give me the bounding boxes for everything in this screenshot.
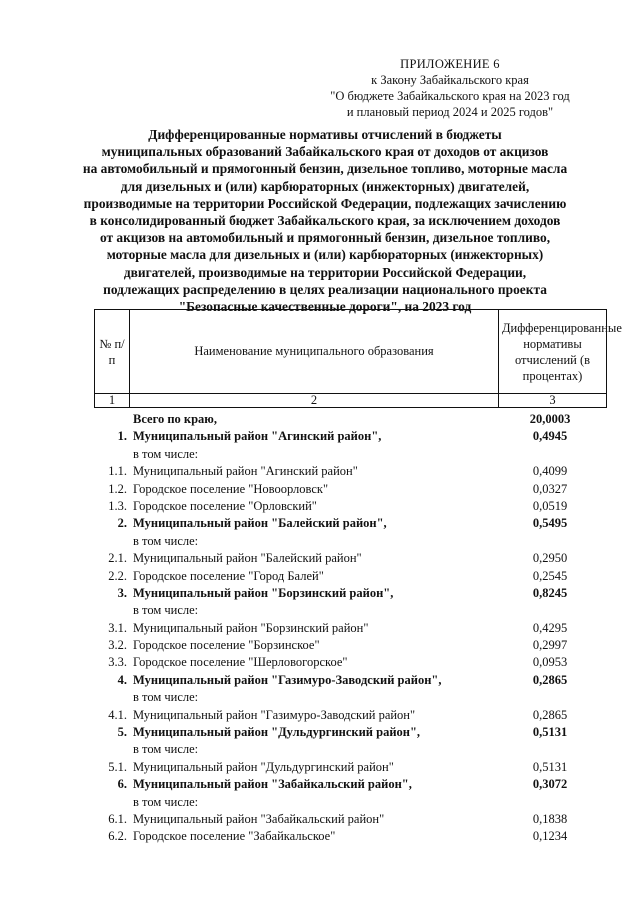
row-number: 5.1. [108,759,127,774]
row-number: 5. [117,725,127,740]
row-name: Муниципальный район "Дульдургинский район", [133,725,421,740]
row-number: 2. [117,516,127,531]
table-row [94,637,606,654]
column-index-3: 3 [499,394,607,408]
row-value: 0,3072 [532,777,568,792]
appendix-heading: ПРИЛОЖЕНИЕ 6 [400,57,500,71]
table-body [94,411,606,846]
column-header-number: № п/п [95,310,130,394]
row-name: Городское поселение "Город Балей" [133,568,324,583]
row-value: 0,0953 [532,655,568,670]
including-note [94,446,606,463]
table-row [94,550,606,567]
district-row [94,515,606,532]
district-row [94,428,606,445]
including-note [94,602,606,619]
row-name: Муниципальный район "Борзинский район", [133,585,394,600]
title-line: моторные масла для дизельных и (или) карбюраторных (инжекторных) [106,247,544,263]
row-name: Муниципальный район "Забайкальский район" [133,811,385,826]
row-name: Муниципальный район "Газимуро-Заводский район", [133,672,442,687]
row-name: Муниципальный район "Агинский район", [133,429,382,444]
row-value: 0,5495 [532,516,568,531]
column-index-1: 1 [95,394,130,408]
table-header [94,309,622,408]
including-note [94,794,606,811]
title-line: для дизельных и (или) карбюраторных (инжекторных) двигателей, [120,178,530,194]
row-value: 0,5131 [532,759,568,774]
row-name: Городское поселение "Шерловогорское" [133,655,348,670]
row-number: 6.2. [108,829,127,844]
table-row [94,463,606,480]
including-note-text: в том числе: [133,690,199,705]
title-line: производимые на территории Российской Федерации, подлежащих зачислению [83,195,567,211]
row-value: 0,8245 [532,585,568,600]
district-row [94,585,606,602]
row-value: 0,2545 [532,568,568,583]
row-name: Муниципальный район "Балейский район", [133,516,387,531]
title-line: на автомобильный и прямогонный бензин, дизельное топливо, моторные масла [82,161,568,177]
including-note [94,533,606,550]
column-header-name: Наименование муниципального образования [130,310,499,394]
title-line: от акцизов на автомобильный и прямогонный бензин, дизельное топливо, [99,230,551,246]
row-value: 0,4295 [532,620,568,635]
row-number: 2.1. [108,551,127,566]
table-row [94,759,606,776]
district-row [94,776,606,793]
title-line: в консолидированный бюджет Забайкальского края, за исключением доходов [89,213,561,229]
title-line: подлежащих распределению в целях реализации национального проекта [103,281,547,297]
row-name: Всего по краю, [133,412,217,426]
table-row [94,654,606,671]
row-value: 0,0519 [532,498,568,513]
row-name: Городское поселение "Забайкальское" [133,829,336,844]
row-name: Муниципальный район "Агинский район" [133,464,358,479]
including-note [94,689,606,706]
table-row [94,620,606,637]
row-value: 0,4945 [532,429,568,444]
row-value: 0,2865 [532,672,568,687]
row-number: 1.3. [108,498,127,513]
including-note-text: в том числе: [133,533,199,548]
row-value: 20,0003 [529,412,571,426]
column-index-2: 2 [130,394,499,408]
row-name: Городское поселение "Орловский" [133,498,317,513]
row-number: 1.2. [108,481,127,496]
row-number: 4.1. [108,707,127,722]
including-note-text: в том числе: [133,603,199,618]
row-name: Муниципальный район "Забайкальский район", [133,777,412,792]
title-line: муниципальных образований Забайкальского края от доходов от акцизов [101,144,549,160]
row-name: Городское поселение "Борзинское" [133,638,320,653]
row-name: Городское поселение "Новоорловск" [133,481,329,496]
including-note-text: в том числе: [133,742,199,757]
row-value: 0,2997 [532,638,568,653]
row-number: 3.3. [108,655,127,670]
row-name: Муниципальный район "Борзинский район" [133,620,369,635]
column-header-value: Дифференцированные нормативы отчислений (в процентах) [499,310,607,394]
table-row [94,568,606,585]
row-number: 1.1. [108,464,127,479]
row-value: 0,4099 [532,464,568,479]
row-number: 1. [117,429,127,444]
document-title [70,126,580,315]
including-note-text: в том числе: [133,446,199,461]
row-name: Муниципальный район "Балейский район" [133,551,362,566]
row-value: 0,1234 [532,829,568,844]
title-line: Дифференцированные нормативы отчислений в бюджеты [148,127,502,142]
appendix-line-3: и плановый период 2024 и 2025 годов" [346,105,554,119]
table-row [94,498,606,515]
row-value: 0,1838 [532,811,568,826]
district-row [94,672,606,689]
title-line: "Безопасные качественные дороги", на 2023 год [178,299,472,315]
row-number: 3.1. [108,620,127,635]
row-value: 0,2950 [532,551,568,566]
table-row [94,811,606,828]
row-number: 2.2. [108,568,127,583]
appendix-line-2: "О бюджете Забайкальского края на 2023 год [330,89,570,103]
row-number: 6. [117,777,127,792]
row-value: 0,5131 [532,725,568,740]
appendix-line-1: к Закону Забайкальского края [371,73,529,87]
row-value: 0,2865 [532,707,568,722]
table-row [94,828,606,845]
including-note-text: в том числе: [133,794,199,809]
row-name: Муниципальный район "Дульдургинский район" [133,759,394,774]
row-number: 6.1. [108,811,127,826]
district-row [94,724,606,741]
row-number: 3. [117,585,127,600]
table-row [94,481,606,498]
row-value: 0,0327 [532,481,568,496]
row-number: 4. [117,672,127,687]
row-number: 3.2. [108,638,127,653]
row-name: Муниципальный район "Газимуро-Заводский район" [133,707,416,722]
appendix-block [280,56,620,120]
table-row [94,707,606,724]
including-note [94,741,606,758]
title-line: двигателей, производимые на территории Российской Федерации, [123,264,527,280]
total-row [94,411,606,428]
